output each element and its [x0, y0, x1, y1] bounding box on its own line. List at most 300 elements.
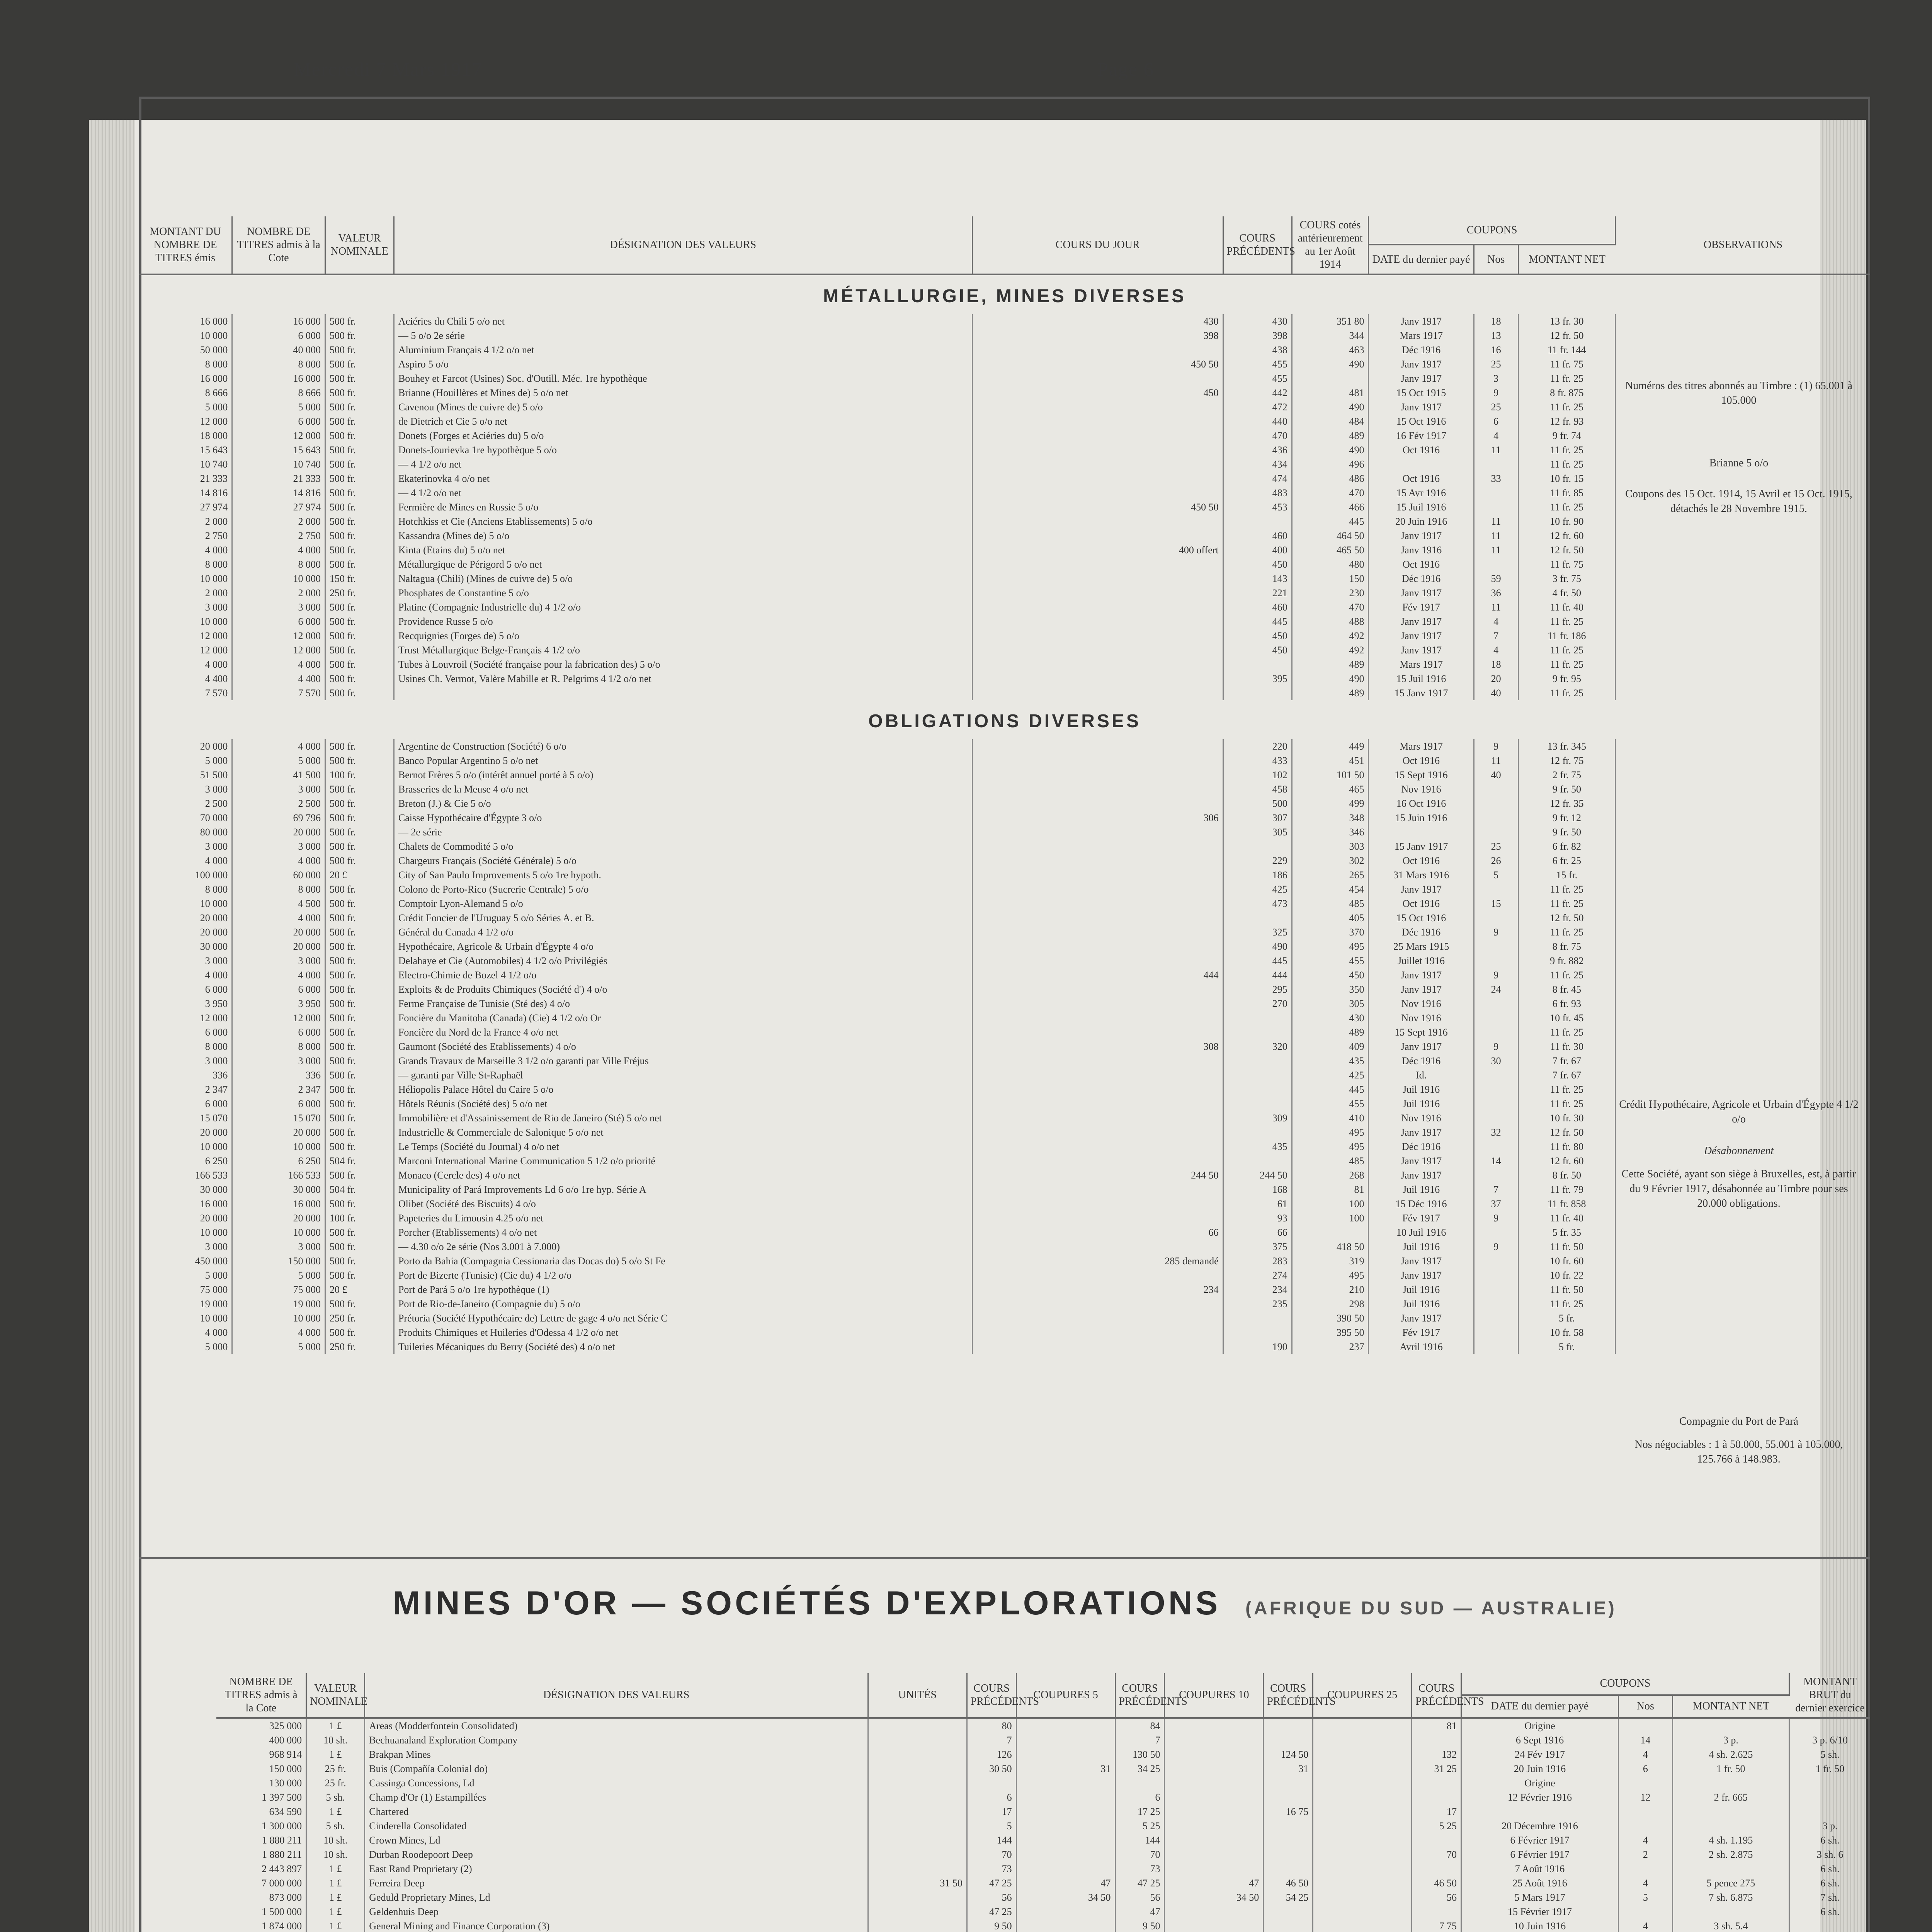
table-cell	[972, 1268, 1223, 1282]
table-cell: 5 Mars 1917	[1461, 1890, 1619, 1905]
table-cell	[972, 1240, 1223, 1254]
table-cell: 25 fr.	[306, 1762, 365, 1776]
table-cell	[1672, 1862, 1789, 1876]
table-cell: 11 fr. 144	[1518, 343, 1615, 357]
observation-cell	[1615, 1225, 1870, 1240]
table-cell: 2 443 897	[216, 1862, 306, 1876]
observation-cell	[1615, 1311, 1870, 1325]
table-cell	[1165, 1747, 1264, 1762]
table-cell: Municipality of Pará Improvements Ld 6 o/o 1re hyp. Série A	[394, 1182, 972, 1197]
table-cell: 40 000	[232, 343, 325, 357]
table-cell	[1474, 1011, 1518, 1025]
table-cell: 449	[1292, 739, 1369, 753]
table-cell: 450	[1223, 557, 1292, 571]
table-cell: 495	[1292, 1268, 1369, 1282]
table-cell: 470	[1292, 600, 1369, 614]
table-cell	[972, 400, 1223, 414]
table-cell: 25 Août 1916	[1461, 1876, 1619, 1890]
table-cell: 50 000	[139, 343, 232, 357]
col2-nos: Nos	[1619, 1695, 1673, 1718]
table-cell	[972, 586, 1223, 600]
table-cell: Chartered	[365, 1804, 868, 1819]
table-cell	[1672, 1819, 1789, 1833]
table-cell: 3 sh. 5.4	[1672, 1919, 1789, 1932]
table-cell: 7 570	[139, 686, 232, 700]
table-cell: 15 Sept 1916	[1369, 1025, 1474, 1039]
table-row	[139, 1125, 1870, 1139]
table-row	[139, 357, 1870, 371]
table-cell: 11 fr. 25	[1518, 643, 1615, 657]
table-cell: 10 fr. 60	[1518, 1254, 1615, 1268]
col-valeur: VALEUR NOMINALE	[325, 216, 394, 274]
table-cell: 32	[1474, 1125, 1518, 1139]
table-cell: 56	[967, 1890, 1016, 1905]
table-cell: 1 500 000	[216, 1905, 306, 1919]
table-cell: 4	[1474, 429, 1518, 443]
table-cell: 500 fr.	[325, 457, 394, 471]
table-cell: 495	[1292, 1139, 1369, 1154]
table-cell	[868, 1762, 967, 1776]
table-cell: 20 Juin 1916	[1461, 1762, 1619, 1776]
table-cell: 500 fr.	[325, 782, 394, 796]
table-cell: 11 fr. 858	[1518, 1197, 1615, 1211]
col2-coupures-25: COUPURES 25	[1313, 1673, 1412, 1718]
table-cell: 6 000	[232, 1025, 325, 1039]
table-cell: Foncière du Manitoba (Canada) (Cie) 4 1/2 o/o Or	[394, 1011, 972, 1025]
table-cell: 500 fr.	[325, 314, 394, 328]
table-cell: 4 400	[139, 672, 232, 686]
table-cell: Produits Chimiques et Huileries d'Odessa 4 1/2 o/o net	[394, 1325, 972, 1340]
table-cell: 3 p.	[1822, 1820, 1838, 1832]
table-cell	[1474, 457, 1518, 471]
section-subtitle: (AFRIQUE DU SUD — AUSTRALIE)	[1245, 1598, 1617, 1619]
table-cell: 9 fr. 95	[1518, 672, 1615, 686]
table-cell: 100 fr.	[325, 1211, 394, 1225]
observation-cell	[1615, 1211, 1870, 1225]
table-cell	[1223, 1154, 1292, 1168]
table-row	[139, 868, 1870, 882]
table-cell: 400 000	[216, 1733, 306, 1747]
table-row	[216, 1804, 1870, 1819]
table-cell: 11 fr. 79	[1518, 1182, 1615, 1197]
table-cell: 465	[1292, 782, 1369, 796]
table-cell: 11 fr. 25	[1518, 400, 1615, 414]
table-cell: 12 fr. 50	[1518, 543, 1615, 557]
table-cell: City of San Paulo Improvements 5 o/o 1re hypoth.	[394, 868, 972, 882]
table-cell: 56	[1412, 1890, 1461, 1905]
table-cell	[972, 557, 1223, 571]
table-cell: 15	[1474, 896, 1518, 911]
observation-cell	[1615, 1025, 1870, 1039]
table-cell: 1 £	[306, 1905, 365, 1919]
table-cell: 3 sh. 6	[1816, 1849, 1844, 1860]
mines-or-title	[139, 1584, 1870, 1622]
table-cell	[972, 739, 1223, 753]
observation-cell	[1615, 825, 1870, 839]
table-cell: 490	[1292, 400, 1369, 414]
table-cell: 66	[1223, 1225, 1292, 1240]
table-cell: 492	[1292, 643, 1369, 657]
table-cell: 244 50	[972, 1168, 1223, 1182]
table-cell: 496	[1292, 457, 1369, 471]
table-row	[216, 1733, 1870, 1747]
table-cell: 489	[1292, 1025, 1369, 1039]
table-cell: 9 fr. 50	[1518, 782, 1615, 796]
table-cell: 14	[1474, 1154, 1518, 1168]
table-cell	[972, 825, 1223, 839]
table-cell: 500 fr.	[325, 500, 394, 514]
table-cell	[1474, 1097, 1518, 1111]
table-row	[139, 768, 1870, 782]
table-cell: 5 pence 275	[1672, 1876, 1789, 1890]
table-cell: 13 fr. 345	[1518, 739, 1615, 753]
table-cell: 9	[1474, 1240, 1518, 1254]
table-cell: 229	[1223, 854, 1292, 868]
table-cell: 2 000	[139, 514, 232, 529]
table-cell: 490	[1292, 443, 1369, 457]
table-cell	[394, 686, 972, 700]
table-cell: 450	[1223, 629, 1292, 643]
table-cell: 2 fr. 665	[1672, 1790, 1789, 1804]
table-row	[216, 1747, 1870, 1762]
table-cell: Hôtels Réunis (Société des) 5 o/o net	[394, 1097, 972, 1111]
table-cell: 336	[139, 1068, 232, 1082]
table-cell: 8 000	[139, 1039, 232, 1054]
observation-cell	[1615, 1039, 1870, 1054]
table-cell: Oct 1916	[1369, 896, 1474, 911]
table-cell: 41 500	[232, 768, 325, 782]
table-cell: 7 000 000	[216, 1876, 306, 1890]
table-cell	[972, 1197, 1223, 1211]
table-cell: 460	[1223, 600, 1292, 614]
table-cell	[1474, 882, 1518, 896]
table-cell: 16 000	[232, 1197, 325, 1211]
table-cell: 168	[1223, 1182, 1292, 1197]
table-cell: 10 fr. 45	[1518, 1011, 1615, 1025]
table-cell	[1474, 500, 1518, 514]
table-cell	[1016, 1747, 1115, 1762]
col2-montant-net: MONTANT NET	[1672, 1695, 1789, 1718]
table-cell: Naltagua (Chili) (Mines de cuivre de) 5 o/o	[394, 571, 972, 586]
table-cell: 9 fr. 12	[1518, 811, 1615, 825]
table-cell: 11 fr. 25	[1518, 500, 1615, 514]
table-cell: 9 fr. 50	[1518, 825, 1615, 839]
table-cell: 34 50	[1165, 1890, 1264, 1905]
table-cell: 3 950	[232, 997, 325, 1011]
table-cell: 3 000	[232, 600, 325, 614]
table-cell: 100 fr.	[325, 768, 394, 782]
table-cell: 15 Juin 1916	[1369, 811, 1474, 825]
table-cell	[1264, 1819, 1313, 1833]
table-cell	[972, 1068, 1223, 1082]
table-cell: 15 Janv 1917	[1369, 686, 1474, 700]
table-cell: 11 fr. 40	[1518, 600, 1615, 614]
table-cell: 500	[1223, 796, 1292, 811]
table-cell: Janv 1917	[1369, 1168, 1474, 1182]
table-cell: 495	[1292, 1125, 1369, 1139]
table-cell: Banco Popular Argentino 5 o/o net	[394, 753, 972, 768]
table-cell	[972, 911, 1223, 925]
table-cell: 450	[972, 386, 1223, 400]
table-cell: 8 000	[232, 557, 325, 571]
col-date: DATE du dernier payé	[1369, 245, 1474, 274]
table-cell: 500 fr.	[325, 643, 394, 657]
table-cell	[1313, 1776, 1412, 1790]
table-cell: 409	[1292, 1039, 1369, 1054]
table-cell: 11	[1474, 543, 1518, 557]
table-cell: 433	[1223, 753, 1292, 768]
table-cell	[1474, 825, 1518, 839]
table-cell: 250 fr.	[325, 1311, 394, 1325]
table-cell: Trust Métallurgique Belge-Français 4 1/2 o/o	[394, 643, 972, 657]
table-cell	[1461, 1804, 1619, 1819]
table-cell: 186	[1223, 868, 1292, 882]
table-cell: Janv 1916	[1369, 543, 1474, 557]
table-cell	[1619, 1718, 1673, 1733]
table-cell	[868, 1833, 967, 1847]
table-cell	[972, 1211, 1223, 1225]
table-cell: 16 000	[232, 371, 325, 386]
table-cell: Nov 1916	[1369, 1011, 1474, 1025]
table-cell	[1474, 796, 1518, 811]
table-cell: 2 500	[139, 796, 232, 811]
table-row	[139, 443, 1870, 457]
table-cell: 15 Sept 1916	[1369, 768, 1474, 782]
table-cell: 73	[1115, 1862, 1165, 1876]
table-cell: Crédit Foncier de l'Uruguay 5 o/o Séries A. et B.	[394, 911, 972, 925]
table-cell: 30 000	[139, 1182, 232, 1197]
observation-cell	[1615, 1297, 1870, 1311]
table-cell: Mars 1917	[1369, 328, 1474, 343]
table-cell: 5 000	[139, 400, 232, 414]
table-cell: 46 50	[1412, 1876, 1461, 1890]
table-cell: Fermière de Mines en Russie 5 o/o	[394, 500, 972, 514]
table-cell	[1313, 1747, 1412, 1762]
table-cell	[972, 643, 1223, 657]
table-cell: 1 £	[306, 1876, 365, 1890]
table-cell: 20	[1474, 672, 1518, 686]
table-cell: 305	[1223, 825, 1292, 839]
table-cell	[972, 997, 1223, 1011]
table-cell: Origine	[1461, 1776, 1619, 1790]
table-cell: Industrielle & Commerciale de Salonique 5 o/o net	[394, 1125, 972, 1139]
table-cell: 8 000	[232, 882, 325, 896]
table-cell: 445	[1223, 954, 1292, 968]
table-cell: 445	[1223, 614, 1292, 629]
table-cell: 2 347	[139, 1082, 232, 1097]
table-cell: 500 fr.	[325, 825, 394, 839]
observation-cell	[1615, 796, 1870, 811]
section-heading: MÉTALLURGIE, MINES DIVERSES	[823, 286, 1186, 306]
table-cell	[1474, 997, 1518, 1011]
table-cell: 4 000	[232, 854, 325, 868]
table-cell: 7 sh.	[1820, 1892, 1840, 1903]
table-cell: 6 Février 1917	[1461, 1833, 1619, 1847]
table-row	[139, 414, 1870, 429]
table-cell: 504 fr.	[325, 1154, 394, 1168]
table-cell: 489	[1292, 429, 1369, 443]
table-cell: Brasseries de la Meuse 4 o/o net	[394, 782, 972, 796]
table-row	[139, 314, 1870, 328]
table-cell: 70	[1412, 1847, 1461, 1862]
table-cell: 430	[972, 314, 1223, 328]
table-cell	[1474, 1111, 1518, 1125]
table-cell: 61	[1223, 1197, 1292, 1211]
table-cell: Bernot Frères 5 o/o (intérêt annuel porté à 5 o/o)	[394, 768, 972, 782]
table-cell	[1474, 1297, 1518, 1311]
table-cell: 3 000	[139, 1240, 232, 1254]
table-cell: 11 fr. 25	[1518, 925, 1615, 939]
table-cell: 15 Juil 1916	[1369, 672, 1474, 686]
table-cell: 20 000	[139, 1211, 232, 1225]
table-cell: 450 50	[972, 500, 1223, 514]
table-cell	[972, 571, 1223, 586]
table-cell: 500 fr.	[325, 1125, 394, 1139]
table-cell: Janv 1917	[1369, 614, 1474, 629]
table-cell: Avril 1916	[1369, 1340, 1474, 1354]
table-cell: 11 fr. 25	[1518, 968, 1615, 982]
table-cell: 20 Décembre 1916	[1461, 1819, 1619, 1833]
table-cell: 500 fr.	[325, 925, 394, 939]
table-cell: 4	[1474, 643, 1518, 657]
table-cell	[1474, 911, 1518, 925]
table-cell: 12 fr. 35	[1518, 796, 1615, 811]
table-cell: Tuileries Mécaniques du Berry (Société des) 4 o/o net	[394, 1340, 972, 1354]
observation-cell	[1615, 686, 1870, 700]
table-cell: 100	[1292, 1211, 1369, 1225]
table-cell: 435	[1292, 1054, 1369, 1068]
table-row	[216, 1890, 1870, 1905]
table-cell: Ekaterinovka 4 o/o net	[394, 471, 972, 486]
table-cell: 7 75	[1412, 1919, 1461, 1932]
table-cell: 143	[1223, 571, 1292, 586]
table-cell	[1223, 1068, 1292, 1082]
table-cell: 1 £	[306, 1718, 365, 1733]
table-cell: East Rand Proprietary (2)	[365, 1862, 868, 1876]
table-cell: 150 fr.	[325, 571, 394, 586]
table-cell: 489	[1292, 686, 1369, 700]
table-cell: 351 80	[1292, 314, 1369, 328]
table-cell: 5 000	[139, 753, 232, 768]
table-cell	[972, 1011, 1223, 1025]
table-cell: 4 500	[232, 896, 325, 911]
table-cell: 47	[1165, 1876, 1264, 1890]
table-cell: 31 25	[1412, 1762, 1461, 1776]
observation-cell	[1615, 343, 1870, 357]
table-cell	[1264, 1776, 1313, 1790]
table-row	[139, 629, 1870, 643]
table-cell: 11 fr. 75	[1518, 357, 1615, 371]
table-cell: 11	[1474, 600, 1518, 614]
table-cell: Juil 1916	[1369, 1282, 1474, 1297]
table-cell: 460	[1223, 529, 1292, 543]
table-cell: 11	[1474, 753, 1518, 768]
table-cell: Immobilière et d'Assainissement de Rio de Janeiro (Sté) 5 o/o net	[394, 1111, 972, 1125]
table-cell: 435	[1223, 1139, 1292, 1154]
table-cell: 11 fr. 25	[1518, 1025, 1615, 1039]
table-cell: 10 fr. 58	[1518, 1325, 1615, 1340]
table-cell: 442	[1223, 386, 1292, 400]
table-cell: 500 fr.	[325, 1268, 394, 1282]
table-cell: Juil 1916	[1369, 1082, 1474, 1097]
table-cell	[972, 839, 1223, 854]
col-nombre: NOMBRE DE TITRES admis à la Cote	[232, 216, 325, 274]
table-cell	[1223, 1054, 1292, 1068]
table-cell: 453	[1223, 500, 1292, 514]
table-cell: 11 fr. 50	[1518, 1282, 1615, 1297]
table-cell: 5 000	[232, 1268, 325, 1282]
table-row	[139, 643, 1870, 657]
table-cell: 500 fr.	[325, 1225, 394, 1240]
col2-designation: DÉSIGNATION DES VALEURS	[365, 1673, 868, 1718]
table-row	[139, 543, 1870, 557]
table-cell: 500 fr.	[325, 1054, 394, 1068]
table-cell: 11 fr. 186	[1518, 629, 1615, 643]
table-cell: 500 fr.	[325, 357, 394, 371]
table-cell	[1165, 1833, 1264, 1847]
table-cell: 268	[1292, 1168, 1369, 1182]
table-cell	[972, 868, 1223, 882]
observation-titres: Numéros des titres abonnés au Timbre : (1) 65.001 à 105.000	[1625, 380, 1852, 406]
table-cell	[1474, 1325, 1518, 1340]
table-cell: 4 000	[232, 543, 325, 557]
table-cell: 325 000	[216, 1718, 306, 1733]
table-cell: 11	[1474, 529, 1518, 543]
table-row	[139, 471, 1870, 486]
observation-cell	[1615, 839, 1870, 854]
table-row	[139, 371, 1870, 386]
table-cell: 9	[1474, 386, 1518, 400]
table-cell: 500 fr.	[325, 629, 394, 643]
table-cell: Comptoir Lyon-Alemand 5 o/o	[394, 896, 972, 911]
table-cell: 500 fr.	[325, 600, 394, 614]
table-cell	[1672, 1776, 1789, 1790]
table-cell: 500 fr.	[325, 911, 394, 925]
table-cell: 5 000	[232, 753, 325, 768]
table-cell: 486	[1292, 471, 1369, 486]
table-cell: 20 000	[139, 925, 232, 939]
observation-desabonnement: Désabonnement	[1704, 1145, 1774, 1157]
table-cell: 11 fr. 85	[1518, 486, 1615, 500]
table-cell: de Dietrich et Cie 5 o/o net	[394, 414, 972, 429]
table-cell: Oct 1916	[1369, 854, 1474, 868]
table-cell: 500 fr.	[325, 414, 394, 429]
table-cell: 9	[1474, 1211, 1518, 1225]
observation-cell	[1615, 471, 1870, 486]
table-cell	[1619, 1819, 1673, 1833]
table-cell: 221	[1223, 586, 1292, 600]
table-cell: 500 fr.	[325, 443, 394, 457]
table-row	[139, 896, 1870, 911]
table-cell: 11 fr. 25	[1518, 686, 1615, 700]
table-cell: 10 fr. 15	[1518, 471, 1615, 486]
table-cell: 7 Août 1916	[1461, 1862, 1619, 1876]
table-cell: Juil 1916	[1369, 1097, 1474, 1111]
table-cell: 500 fr.	[325, 1039, 394, 1054]
table-cell: 470	[1223, 429, 1292, 443]
table-cell	[972, 614, 1223, 629]
table-cell: 10 000	[139, 614, 232, 629]
table-cell: 375	[1223, 1240, 1292, 1254]
table-cell: 4 000	[139, 1325, 232, 1340]
table-cell: 80 000	[139, 825, 232, 839]
table-cell: 16 000	[139, 371, 232, 386]
table-cell: 34 50	[1016, 1890, 1115, 1905]
table-cell: 474	[1223, 471, 1292, 486]
table-cell: 500 fr.	[325, 939, 394, 954]
table-cell	[1165, 1919, 1264, 1932]
table-cell: 500 fr.	[325, 514, 394, 529]
